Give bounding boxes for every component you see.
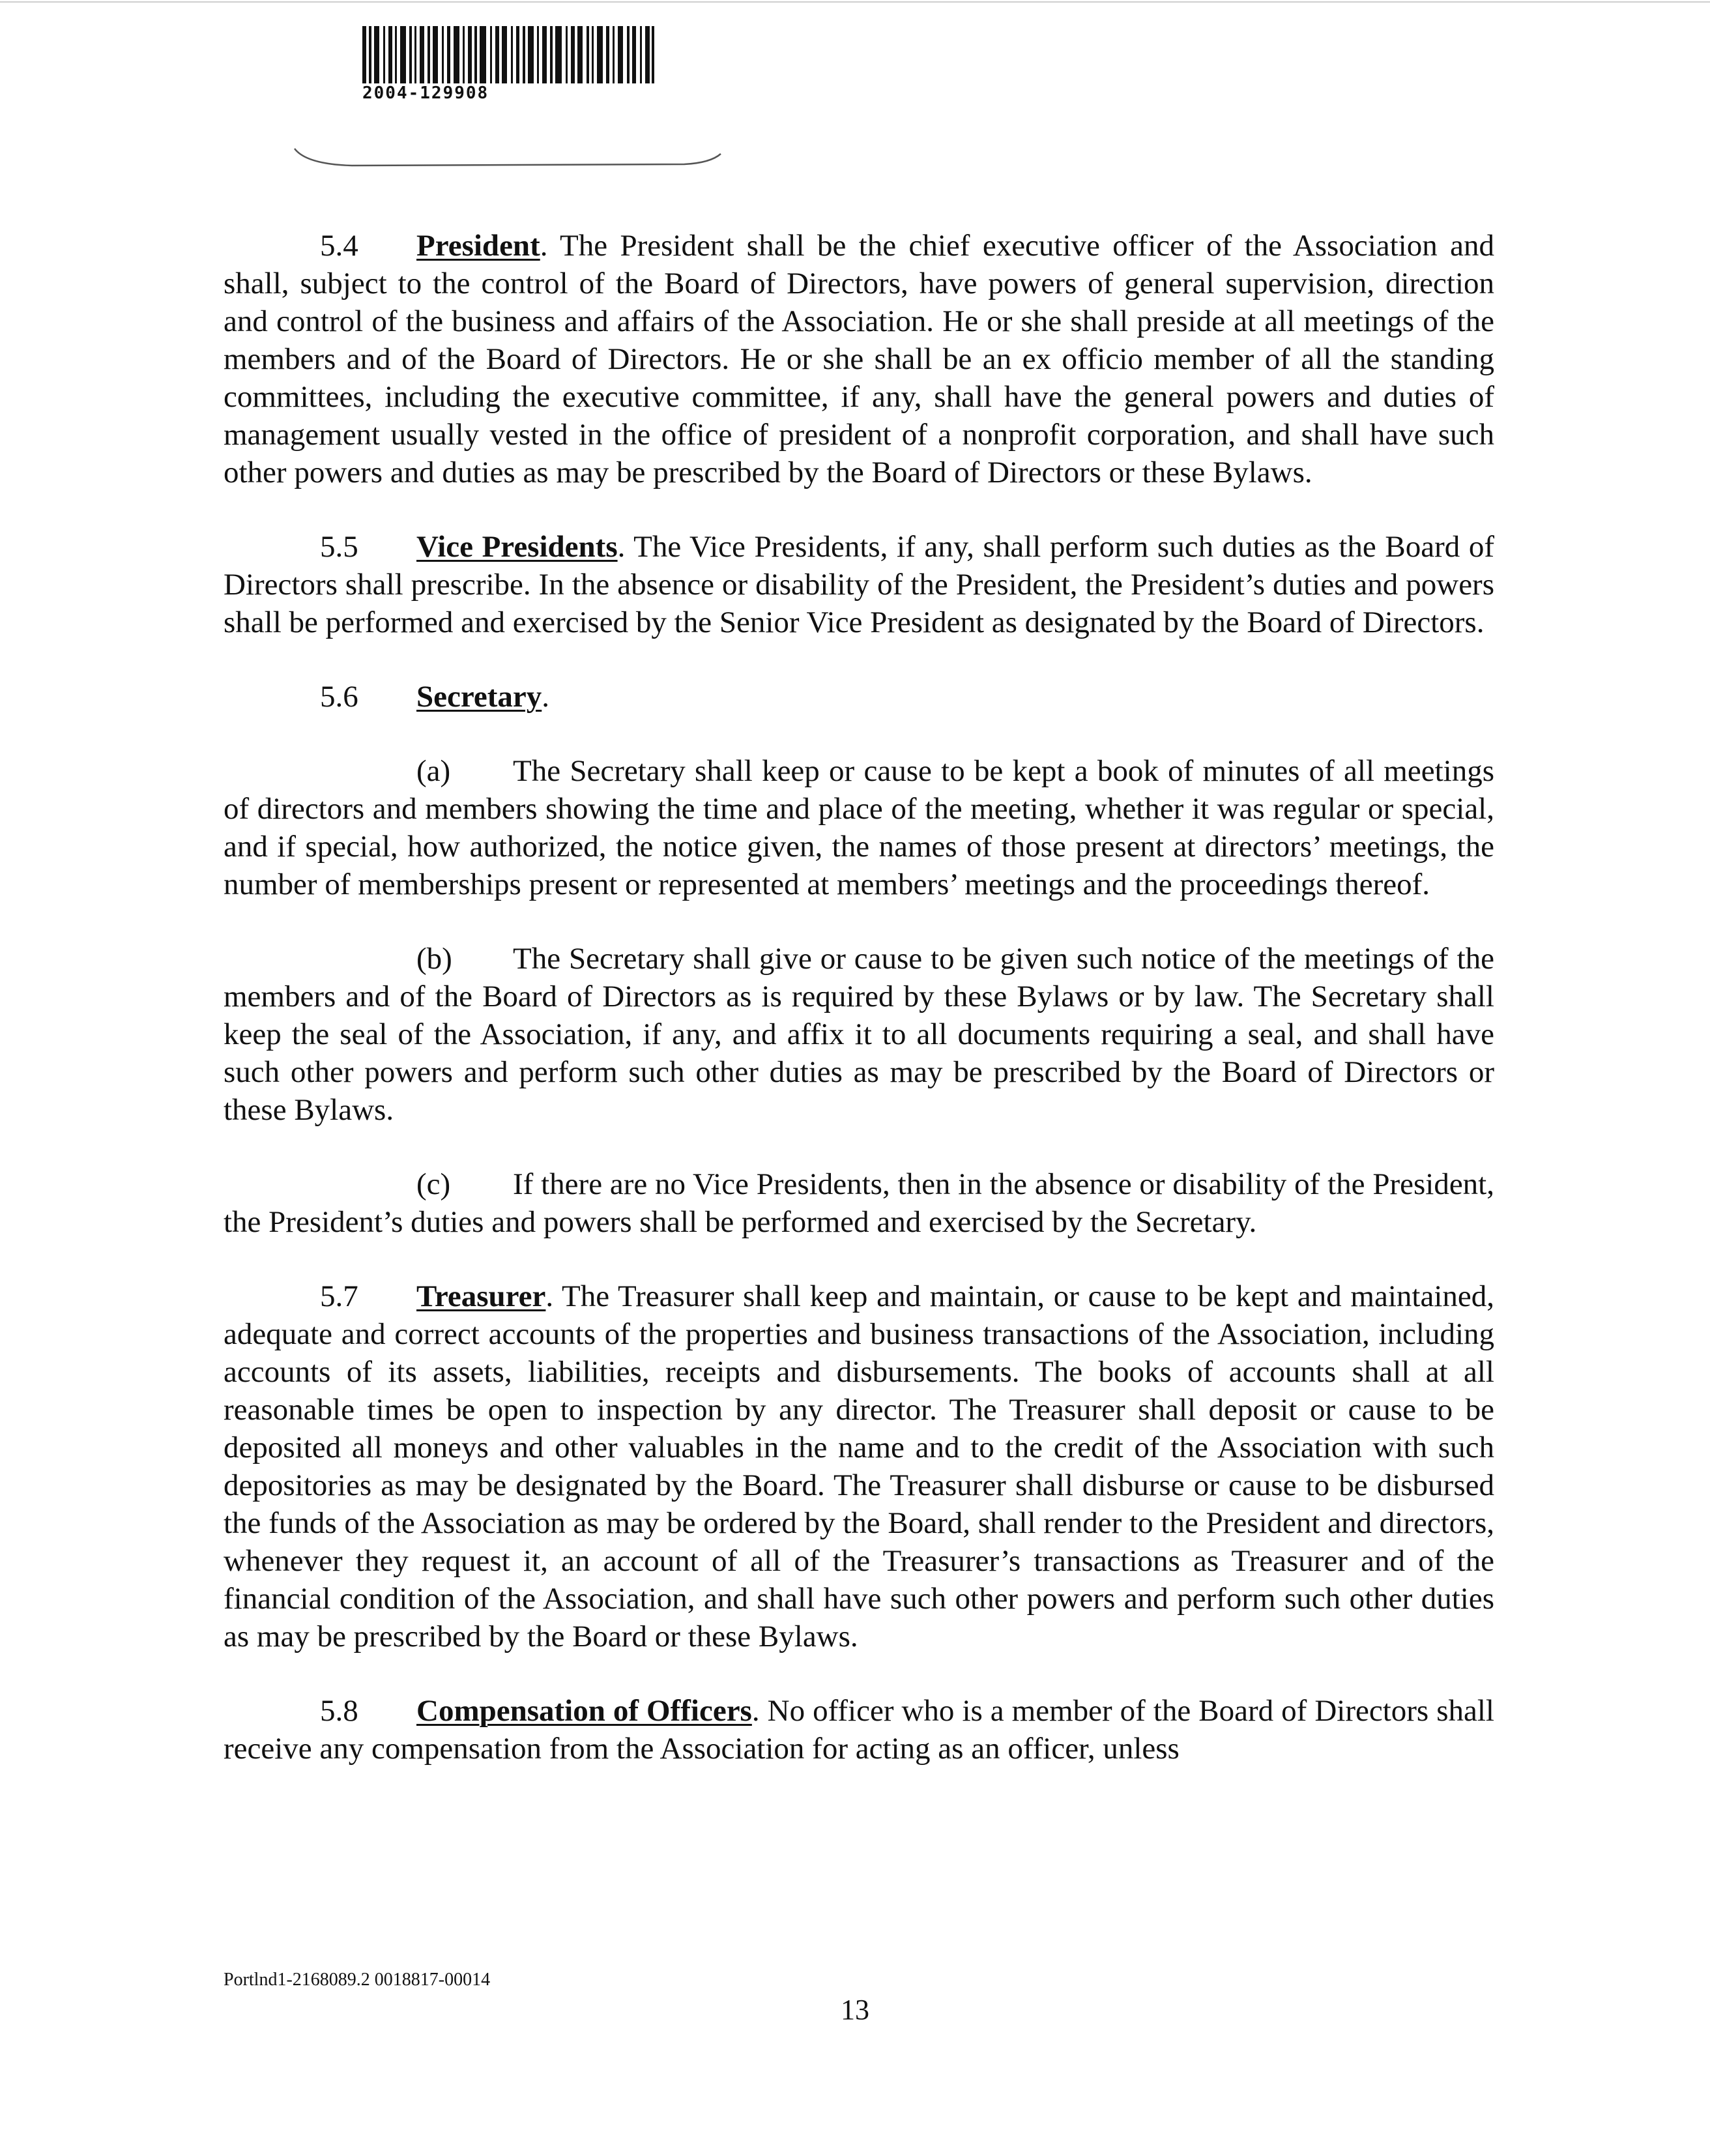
section-text: . The Treasurer shall keep and maintain, or cause to be kept and maintained, adequate and correct accounts of the properties and business transactions of the Association, including accounts of its assets, liabilities, receipts and disbursements. The books of accounts shall at all reasonable times be open to inspection by any director. The Treasurer shall deposit or cause to be deposited all moneys and other valuables in the name and to the credit of the Association with such depositories as may be designated by the Board. The Treasurer shall disburse or cause to be disbursed the funds of the Association as may be ordered by the Board, shall render to the President and directors, whenever they request it, an account of all of the Treasurer’s transactions as Treasurer and of the financial condition of the Association, and shall have such other powers and perform such other duties as may be prescribed by the Board or these Bylaws. [224, 1279, 1494, 1653]
page-number: 13 [841, 1994, 869, 2026]
section-5-5 [224, 528, 1494, 641]
section-text: . The President shall be the chief executive officer of the Association and shall, subject to the control of the Board of Directors, have powers of general supervision, direction and control of the business and affairs of the Association. He or she shall preside at all meetings of the members and of the Board of Directors. He or she shall be an ex officio member of all the standing committees, including the executive committee, if any, shall have the general powers and duties of management usually vested in the office of president of a nonprofit corporation, and shall have such other powers and duties as may be prescribed by the Board of Directors or these Bylaws. [224, 229, 1494, 489]
section-5-7 [224, 1277, 1494, 1655]
subsection-5-6-b [224, 940, 1494, 1129]
subsection-5-6-c [224, 1165, 1494, 1241]
section-text: . No officer who is a member of the Board of Directors shall receive any compensation from the Association for acting as an officer, unless [224, 1694, 1494, 1766]
barcode-number: 2004-129908 [362, 83, 489, 103]
subsection-label: (a) [416, 754, 451, 788]
document-id: Portlnd1-2168089.2 0018817-00014 [224, 1970, 491, 1990]
section-text: . The Vice Presidents, if any, shall perform such duties as the Board of Directors shall prescribe. In the absence or disability of the President, the President’s duties and powers shall be performed and exercised by the Senior Vice President as designated by the Board of Directors. [224, 530, 1494, 639]
section-heading: Compensation of Officers [416, 1694, 752, 1728]
subsection-5-6-a [224, 752, 1494, 903]
section-heading: Vice Presidents [416, 530, 618, 564]
subsection-text: The Secretary shall keep or cause to be kept a book of minutes of all meetings of directors and members showing the time and place of the meeting, whether it was regular or special, and if special, how authorized, the notice given, the names of those present at directors’ meetings, the number of memberships present or represented at members’ meetings and the proceedings thereof. [224, 754, 1494, 901]
document-body [224, 227, 1494, 1804]
section-text: . [542, 680, 549, 714]
subsection-label: (c) [416, 1167, 451, 1201]
section-number: 5.6 [320, 680, 358, 714]
recording-stamp-line [293, 145, 723, 171]
section-5-4 [224, 227, 1494, 491]
subsection-text: The Secretary shall give or cause to be given such notice of the meetings of the members and of the Board of Directors as is required by these Bylaws or by law. The Secretary shall keep the seal of the Association, if any, and affix it to all documents requiring a seal, and shall have such other powers and perform such other duties as may be prescribed by the Board of Directors or these Bylaws. [224, 942, 1494, 1127]
section-heading: Secretary [416, 680, 542, 714]
section-number: 5.5 [320, 530, 358, 564]
section-heading: President [416, 229, 540, 263]
subsection-text: If there are no Vice Presidents, then in the absence or disability of the President, the President’s duties and powers shall be performed and exercised by the Secretary. [224, 1167, 1494, 1239]
section-heading: Treasurer [416, 1279, 546, 1313]
section-number: 5.8 [320, 1694, 358, 1728]
section-number: 5.4 [320, 229, 358, 263]
scan-top-edge [0, 1, 1710, 3]
subsection-label: (b) [416, 942, 452, 976]
section-5-8 [224, 1692, 1494, 1768]
barcode [362, 26, 654, 83]
section-number: 5.7 [320, 1279, 358, 1313]
section-5-6 [224, 678, 1494, 716]
